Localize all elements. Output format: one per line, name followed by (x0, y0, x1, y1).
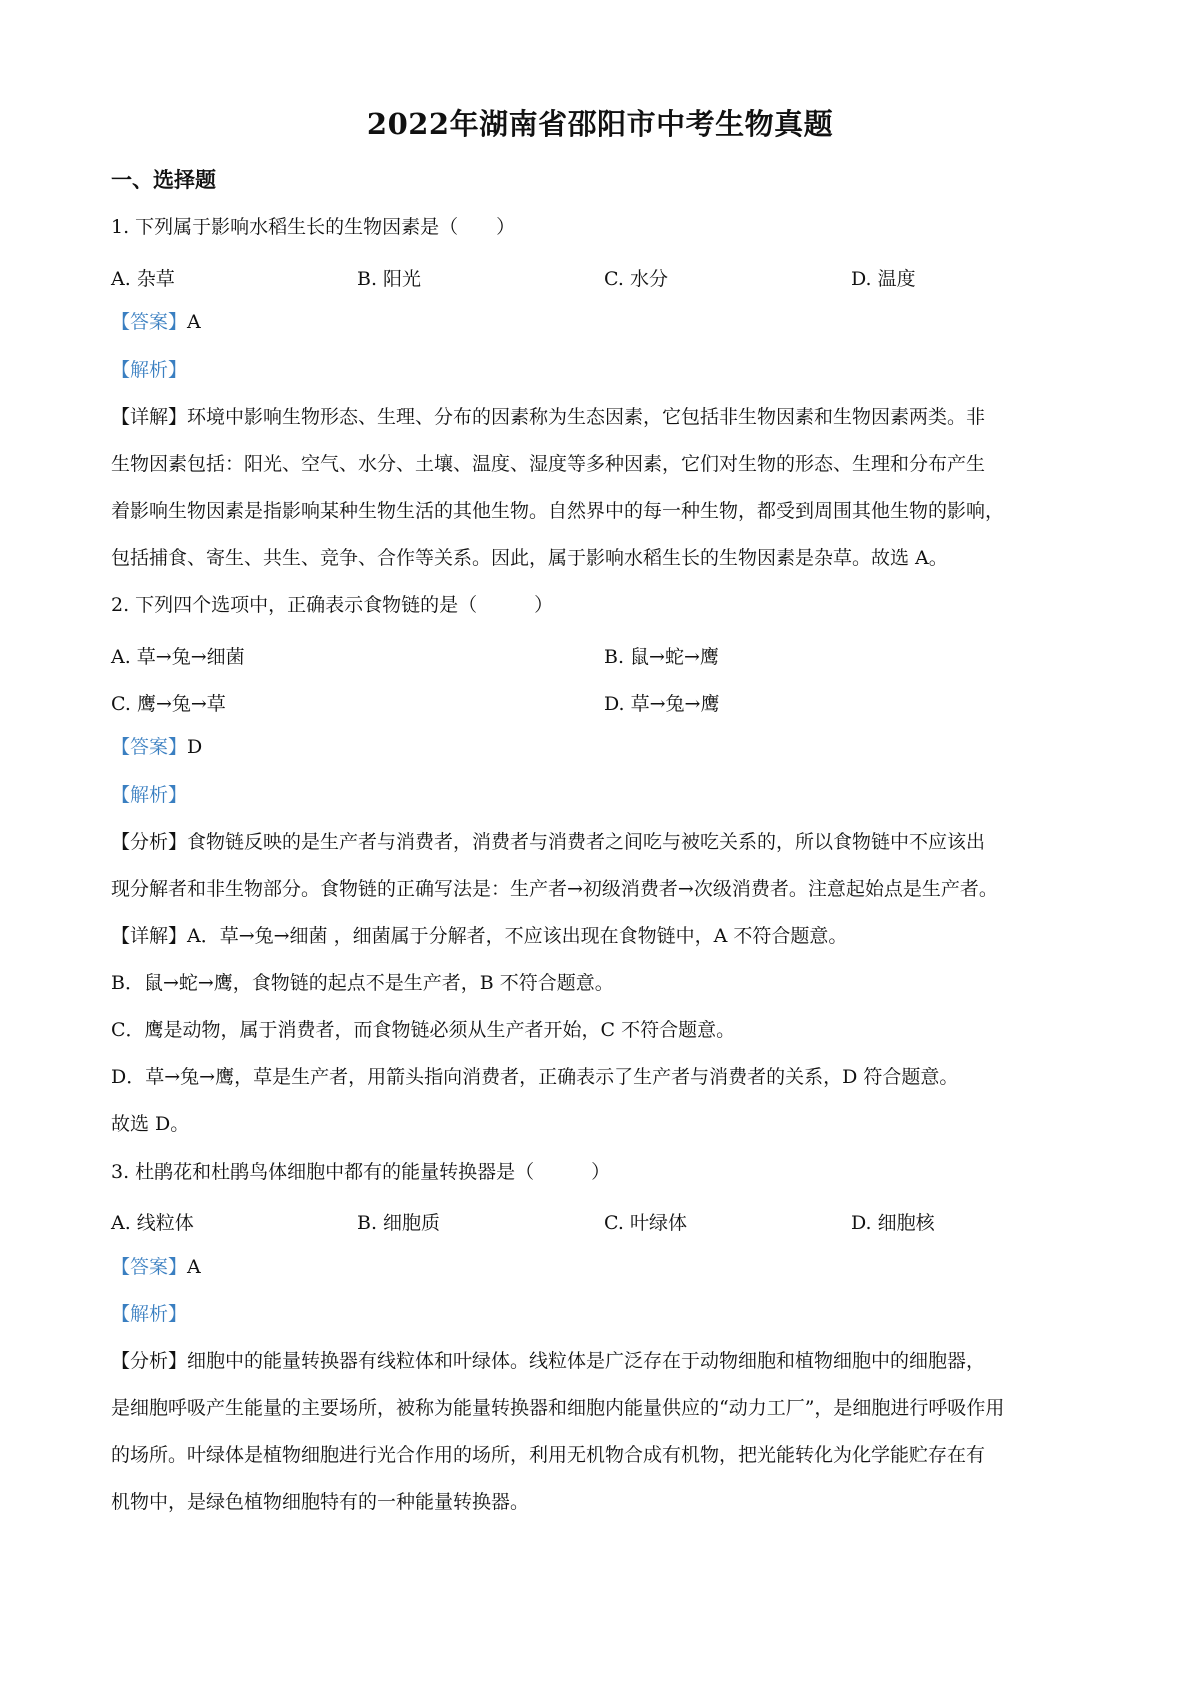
q2-option-a: A. 草→兔→细菌 (111, 646, 245, 668)
q2-detail-line: D．草→兔→鹰，草是生产者，用箭头指向消费者，正确表示了生产者与消费者的关系，D 符合题意。 (111, 1066, 959, 1088)
q2-detail-line: C．鹰是动物，属于消费者，而食物链必须从生产者开始，C 不符合题意。 (111, 1019, 736, 1041)
q2-detail-line: B．鼠→蛇→鹰，食物链的起点不是生产者，B 不符合题意。 (111, 972, 614, 994)
q1-option-c: C. 水分 (604, 268, 668, 290)
q3-option-b: B. 细胞质 (357, 1212, 441, 1234)
q1-detail-line: 包括捕食、寄生、共生、竞争、合作等关系。因此，属于影响水稻生长的生物因素是杂草。故选 A。 (111, 547, 948, 569)
q3-option-d: D. 细胞核 (851, 1212, 935, 1234)
answer-value: D (187, 736, 203, 758)
q2-detail-line: 现分解者和非生物部分。食物链的正确写法是：生产者→初级消费者→次级消费者。注意起始点是生产者。 (111, 878, 998, 900)
q1-option-b: B. 阳光 (357, 268, 422, 290)
q2-detail-line: 故选 D。 (111, 1113, 190, 1135)
q1-option-d: D. 温度 (851, 268, 916, 290)
q3-detail-line: 是细胞呼吸产生能量的主要场所，被称为能量转换器和细胞内能量供应的“动力工厂”，是细胞进行呼吸作用 (111, 1397, 1005, 1419)
q3-detail-line: 的场所。叶绿体是植物细胞进行光合作用的场所，利用无机物合成有机物，把光能转化为化学能贮存在有 (111, 1444, 986, 1466)
q3-detail-line: 机物中，是绿色植物细胞特有的一种能量转换器。 (111, 1491, 530, 1513)
q1-detail-line: 生物因素包括：阳光、空气、水分、土壤、温度、湿度等多种因素，它们对生物的形态、生理和分布产生 (111, 453, 986, 475)
q3-analysis-tag: 【解析】 (111, 1303, 188, 1325)
answer-tag: 【答案】 (111, 311, 188, 333)
q2-detail-line: 【详解】A．草→兔→细菌 ，细菌属于分解者，不应该出现在食物链中，A 不符合题意。 (111, 925, 848, 947)
q2-option-c: C. 鹰→兔→草 (111, 693, 226, 715)
answer-value: A (187, 311, 201, 333)
q1-option-a: A. 杂草 (111, 268, 175, 290)
q2-option-d: D. 草→兔→鹰 (604, 693, 720, 715)
q3-answer (111, 1256, 201, 1279)
q2-detail-line: 【分析】食物链反映的是生产者与消费者，消费者与消费者之间吃与被吃关系的，所以食物链中不应该出 (111, 831, 986, 853)
q1-detail-line: 着影响生物因素是指影响某种生物生活的其他生物。自然界中的每一种生物，都受到周围其他生物的影响， (111, 500, 1005, 522)
q2-analysis-tag: 【解析】 (111, 784, 188, 806)
q3-option-a: A. 线粒体 (111, 1212, 194, 1234)
q1-analysis-tag: 【解析】 (111, 359, 188, 381)
q1-detail-line: 【详解】环境中影响生物形态、生理、分布的因素称为生态因素，它包括非生物因素和生物因素两类。非 (111, 406, 986, 428)
question-3-stem: 3. 杜鹃花和杜鹃鸟体细胞中都有的能量转换器是（ ） (111, 1161, 611, 1183)
answer-tag: 【答案】 (111, 736, 188, 758)
question-2-stem: 2. 下列四个选项中，正确表示食物链的是（ ） (111, 594, 554, 616)
section-heading: 一、选择题 (111, 167, 216, 192)
page-title: 2022年湖南省邵阳市中考生物真题 (366, 107, 834, 141)
answer-tag: 【答案】 (111, 1256, 188, 1278)
question-1-stem: 1. 下列属于影响水稻生长的生物因素是（ ） (111, 216, 516, 238)
q1-answer (111, 311, 201, 334)
answer-value: A (187, 1256, 201, 1278)
q2-option-b: B. 鼠→蛇→鹰 (604, 646, 719, 668)
q2-answer (111, 736, 202, 759)
q3-detail-line: 【分析】细胞中的能量转换器有线粒体和叶绿体。线粒体是广泛存在于动物细胞和植物细胞中的细胞器， (111, 1350, 986, 1372)
q3-option-c: C. 叶绿体 (604, 1212, 687, 1234)
